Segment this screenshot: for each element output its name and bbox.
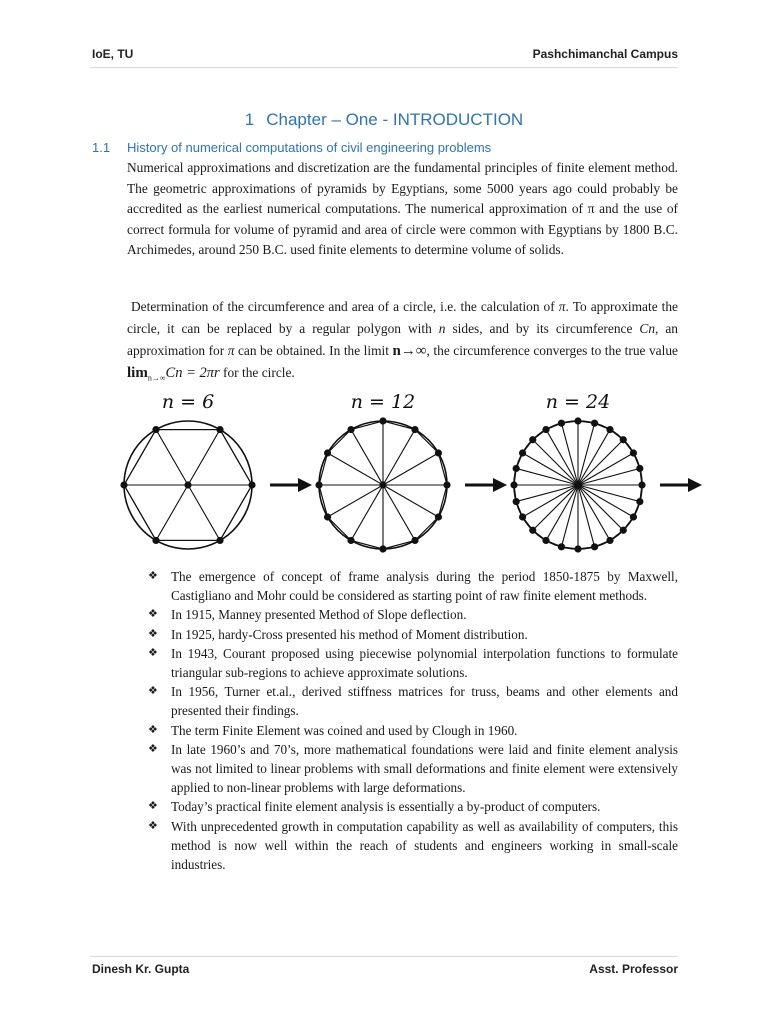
- vertex-dot: [542, 537, 549, 544]
- radius-line: [516, 468, 578, 485]
- arrow-head-icon: [688, 478, 702, 492]
- radius-line: [156, 485, 188, 540]
- polygon-label: n = 12: [350, 391, 416, 413]
- chapter-title: Chapter – One - INTRODUCTION: [266, 110, 524, 129]
- polygon-label: n = 6: [161, 391, 215, 413]
- vertex-dot: [216, 537, 223, 544]
- vertex-dot: [315, 481, 322, 488]
- cn-symbol: Cn: [639, 321, 656, 336]
- diamond-bullet-icon: ❖: [148, 570, 158, 582]
- header-divider: [90, 67, 678, 68]
- p2-text-1: Determination of the circumference and area of a circle, i.e. the calculation of: [131, 299, 555, 314]
- pi-symbol: π: [558, 299, 566, 314]
- footer-author: Dinesh Kr. Gupta: [92, 962, 190, 976]
- vertex-dot: [519, 449, 526, 456]
- radius-line: [328, 453, 383, 485]
- formula-sub: n→∞: [147, 373, 166, 383]
- radius-line: [578, 485, 640, 502]
- n-symbol: n: [438, 321, 446, 336]
- bullet-text: With unprecedented growth in computation capability as well as availability of computers, this method is now well within the reach of students and engineers working in small-scale industries.: [171, 818, 678, 873]
- diamond-bullet-icon: ❖: [148, 819, 158, 832]
- bullet-item: [148, 567, 678, 605]
- bullet-text: Today’s practical finite element analysis is essentially a by-product of computers.: [171, 799, 601, 815]
- center-dot: [184, 481, 191, 488]
- vertex-dot: [347, 537, 354, 544]
- vertex-dot: [636, 498, 643, 505]
- diamond-bullet-icon: ❖: [148, 742, 158, 755]
- bullet-item: [148, 682, 678, 720]
- vertex-dot: [379, 545, 386, 552]
- vertex-dot: [324, 449, 331, 456]
- vertex-dot: [435, 513, 442, 520]
- radius-line: [328, 485, 383, 517]
- vertex-dot: [591, 543, 598, 550]
- bullet-item: [148, 721, 678, 740]
- vertex-dot: [542, 426, 549, 433]
- vertex-dot: [120, 481, 127, 488]
- formula-lim: lim: [127, 365, 148, 381]
- vertex-dot: [630, 449, 637, 456]
- footer-divider: [90, 956, 678, 957]
- radius-line: [561, 423, 578, 485]
- bullet-item: [148, 625, 678, 644]
- section-heading: [92, 140, 491, 155]
- formula-rest: Cn = 2πr: [165, 365, 220, 381]
- diamond-bullet-icon: ❖: [148, 627, 158, 640]
- chapter-number: 1: [244, 110, 255, 129]
- p2-text-4: , an approximation for: [127, 321, 679, 358]
- hexagon-edge: [220, 485, 252, 540]
- diamond-bullet-icon: ❖: [148, 685, 158, 698]
- bullet-text: In 1925, hardy-Cross presented his method of Moment distribution.: [171, 626, 528, 642]
- bullet-text: The term Finite Element was coined and used by Clough in 1960.: [171, 722, 518, 738]
- vertex-dot: [248, 481, 255, 488]
- arrow-head-icon: [493, 478, 507, 492]
- vertex-dot: [510, 481, 517, 488]
- radius-line: [351, 430, 383, 485]
- paragraph-circle: [127, 296, 678, 390]
- diamond-bullet-icon: ❖: [148, 608, 158, 621]
- vertex-dot: [324, 513, 331, 520]
- radius-line: [188, 485, 220, 540]
- limit-expression: n→∞: [392, 343, 427, 359]
- radius-line: [578, 423, 595, 485]
- center-dot: [379, 481, 386, 488]
- radius-line: [351, 485, 383, 540]
- vertex-dot: [443, 481, 450, 488]
- bullet-text: In 1956, Turner et.al., derived stiffness matrices for truss, beams and other elements and presented their findings.: [171, 684, 678, 719]
- p2-text-6: , the circumference converges to the true value: [426, 343, 678, 358]
- vertex-dot: [606, 537, 613, 544]
- vertex-dot: [636, 465, 643, 472]
- radius-line: [188, 430, 220, 485]
- vertex-dot: [574, 545, 581, 552]
- bullet-text: In 1943, Courant proposed using piecewise polynomial interpolation functions to formulate triangular sub-regions to achieve approximate solutions.: [171, 645, 678, 681]
- radius-line: [383, 430, 415, 485]
- bullet-item: [148, 817, 678, 875]
- p2-text-7: for the circle.: [223, 365, 295, 380]
- diamond-bullet-icon: ❖: [148, 646, 158, 659]
- diamond-bullet-icon: ❖: [148, 800, 158, 813]
- vertex-dot: [513, 465, 520, 472]
- radius-line: [156, 430, 188, 485]
- radius-line: [383, 485, 438, 517]
- vertex-dot: [519, 513, 526, 520]
- hexagon-edge: [124, 430, 156, 485]
- vertex-dot: [152, 537, 159, 544]
- vertex-dot: [591, 420, 598, 427]
- footer-designation: Asst. Professor: [589, 962, 678, 976]
- radius-line: [561, 485, 578, 547]
- header-campus: Pashchimanchal Campus: [532, 47, 678, 61]
- diamond-bullet-icon: ❖: [148, 723, 158, 736]
- vertex-dot: [435, 449, 442, 456]
- bullet-item: [148, 797, 678, 816]
- history-bullet-list: [148, 567, 678, 874]
- vertex-dot: [411, 426, 418, 433]
- vertex-dot: [513, 498, 520, 505]
- radius-line: [578, 468, 640, 485]
- vertex-dot: [606, 426, 613, 433]
- radius-line: [516, 485, 578, 502]
- vertex-dot: [216, 426, 223, 433]
- radius-line: [578, 485, 595, 547]
- bullet-text: In 1915, Manney presented Method of Slope deflection.: [171, 607, 467, 623]
- vertex-dot: [630, 513, 637, 520]
- vertex-dot: [379, 417, 386, 424]
- bullet-text: The emergence of concept of frame analysis during the period 1850-1875 by Maxwell, Castigliano and Mohr could be considered as starting point of raw finite element methods.: [171, 569, 678, 604]
- vertex-dot: [638, 481, 645, 488]
- vertex-dot: [558, 543, 565, 550]
- center-dot: [574, 481, 581, 488]
- p2-text-3: sides, and by its circumference: [452, 321, 633, 336]
- vertex-dot: [620, 527, 627, 534]
- bullet-item: [148, 740, 678, 798]
- vertex-dot: [529, 527, 536, 534]
- vertex-dot: [411, 537, 418, 544]
- vertex-dot: [620, 436, 627, 443]
- p2-text-5: can be obtained. In the limit: [237, 343, 389, 358]
- hexagon-edge: [124, 485, 156, 540]
- bullet-item: [148, 605, 678, 624]
- vertex-dot: [558, 420, 565, 427]
- p2-text-2: . To approximate the circle, it can be replaced by a regular polygon with: [127, 299, 678, 336]
- pi-symbol-2: π: [227, 343, 235, 358]
- chapter-heading: [0, 110, 768, 130]
- section-title: History of numerical computations of civil engineering problems: [127, 140, 492, 155]
- header-institution: IoE, TU: [92, 47, 134, 61]
- bullet-item: [148, 644, 678, 682]
- radius-line: [383, 485, 415, 540]
- vertex-dot: [152, 426, 159, 433]
- vertex-dot: [574, 417, 581, 424]
- section-number: 1.1: [92, 140, 111, 155]
- paragraph-history: Numerical approximations and discretization are the fundamental principles of finite element method. The geometric approximations of pyramids by Egyptians, some 5000 years ago could probably be accredited as the earliest numerical computations. The numerical approximation of π and the use of correct formula for volume of pyramid and area of circle were common with Egyptians by 1800 B.C. Archimedes, around 250 B.C. used finite elements to determine volume of solids.: [127, 160, 678, 258]
- bullet-text: In late 1960’s and 70’s, more mathematical foundations were laid and finite element analysis was not limited to linear problems with small deformations and finite element were extensively applied to non-linear problems with large deformations.: [171, 741, 678, 796]
- vertex-dot: [347, 426, 354, 433]
- vertex-dot: [529, 436, 536, 443]
- hexagon-edge: [220, 430, 252, 485]
- arrow-head-icon: [298, 478, 312, 492]
- polygon-approximation-figure: [118, 388, 708, 563]
- radius-line: [383, 453, 438, 485]
- polygon-label: n = 24: [545, 391, 611, 413]
